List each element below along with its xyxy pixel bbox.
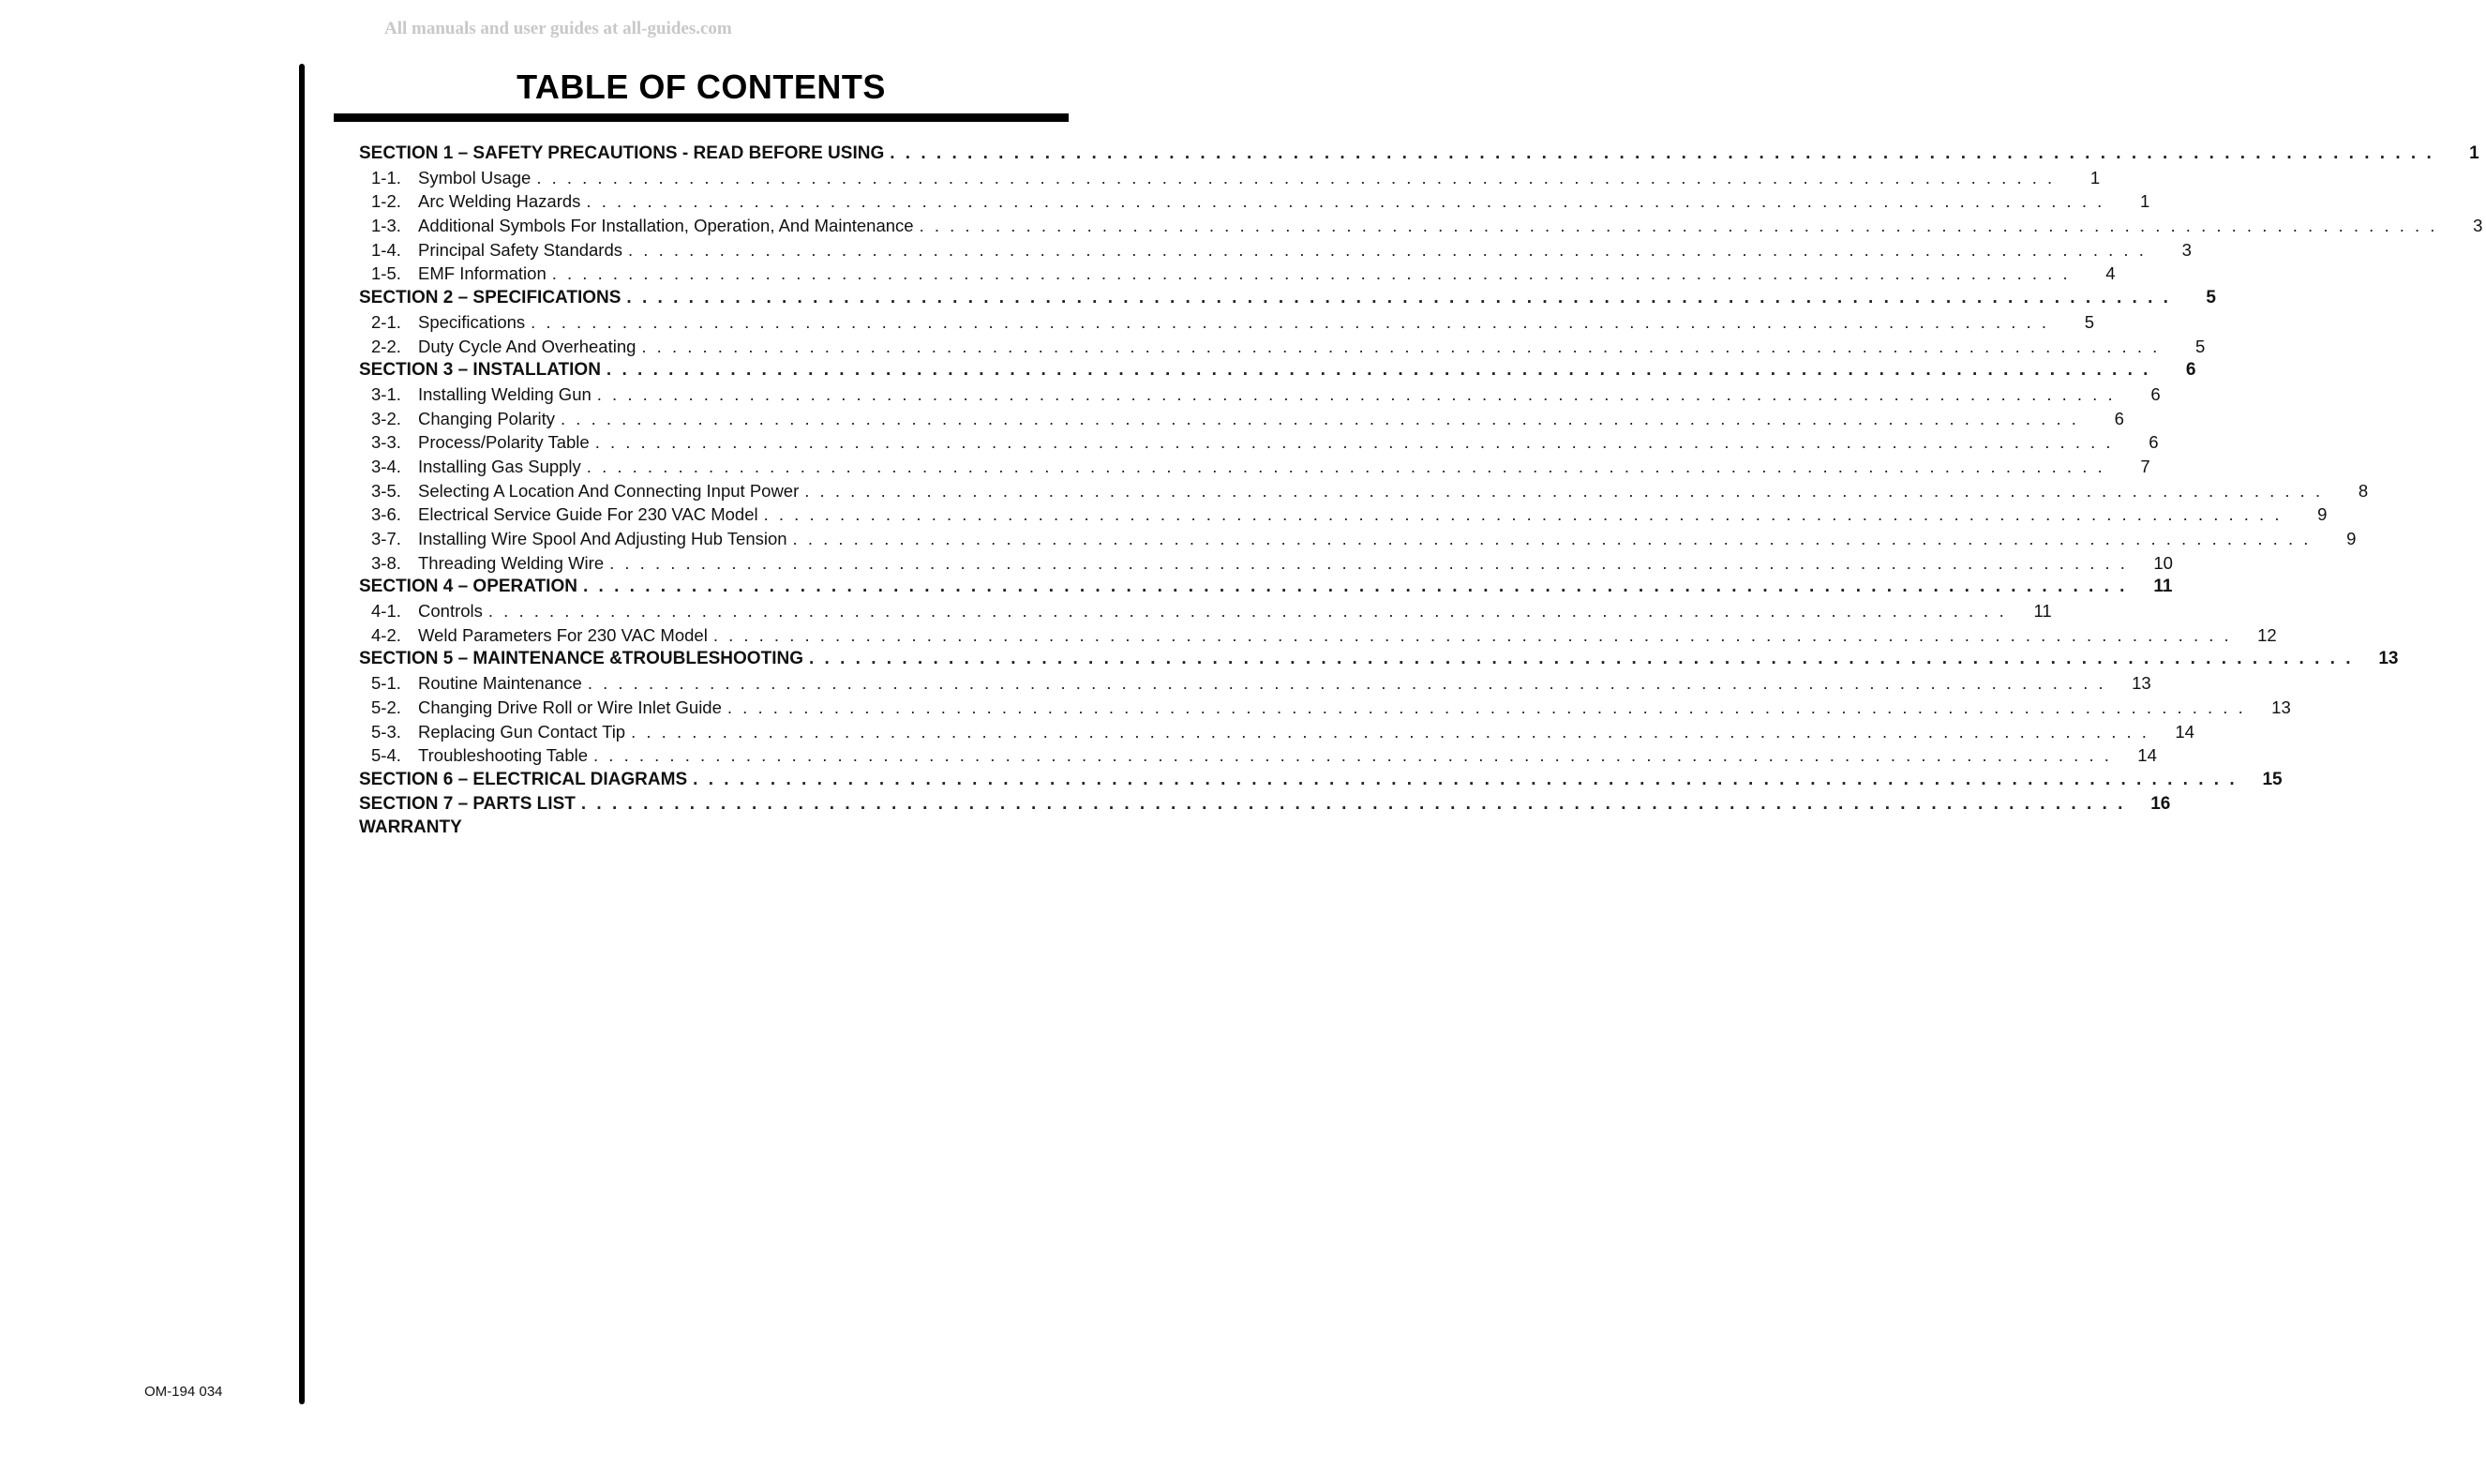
toc-page-number: 1 [2469,143,2479,163]
toc-page-number: 13 [2132,673,2151,694]
toc-entry-label: Principal Safety Standards [418,239,623,260]
toc-entry-number: 5-3. [371,721,401,742]
toc-subsection-row[interactable] [359,673,2151,697]
vertical-rule [299,64,305,1404]
toc-page-number: 14 [2137,745,2157,766]
toc-entry-number: 4-1. [371,601,401,622]
document-code: OM-194 034 [144,1384,223,1400]
toc-entry-number: 3-3. [371,432,401,453]
toc-dot-leader: . . . . . . . . . . . . . . . . . . . . . . . . . . . . . . . . . . . . . . . . . . . . . . . . . . . . . . . . . . . . . . . . . . . . . . . . . . . . . . . . . . . . . . . . . . . . . . . . . . . . [804,480,2324,501]
toc-entry-label: Routine Maintenance [418,673,582,694]
toc-entry-label: Installing Wire Spool And Adjusting Hub Tension [418,529,787,548]
toc-dot-leader: . . . . . . . . . . . . . . . . . . . . . . . . . . . . . . . . . . . . . . . . . . . . . . . . . . . . . . . . . . . . . . . . . . . . . . . . . . . . . . . . . . . . . . . . . . . . . . . . . . . . [792,529,2312,548]
toc-page-number: 11 [2153,577,2173,597]
toc-page-number: 6 [2185,360,2196,381]
toc-subsection-row[interactable] [359,480,2369,505]
toc-page-number: 3 [2181,239,2192,260]
toc-dot-leader: . . . . . . . . . . . . . . . . . . . . . . . . . . . . . . . . . . . . . . . . . . . . . . . . . . . . . . . . . . . . . . . . . . . . . . . . . . . . . . . . . . . . . . . . . . . . . . . . . . . . [596,383,2116,404]
toc-page-number: 9 [2346,529,2357,548]
toc-entry-label: Controls [418,601,483,622]
title-underline [334,113,1069,122]
toc-dot-leader: . . . . . . . . . . . . . . . . . . . . . . . . . . . . . . . . . . . . . . . . . . . . . . . . . . . . . . . . . . . . . . . . . . . . . . . . . . . . . . . . . . . . . . . . . . . . . . . . . . . . [593,745,2112,766]
toc-page-number: 14 [2175,721,2194,742]
toc-page-number: 15 [2262,769,2283,789]
toc-subsection-row[interactable] [359,432,2159,457]
toc-dot-leader: . . . . . . . . . . . . . . . . . . . . . . . . . . . . . . . . . . . . . . . . . . . . . . . . . . . . . . . . . . . . . . . . . . . . . . . . . . . . . . . . . . . . . . . . . . . . . . . . . . . . [626,288,2171,308]
toc-entry-number: 3-5. [371,480,401,501]
toc-entry-number: 1-4. [371,239,401,260]
toc-entry-label: Changing Drive Roll or Wire Inlet Guide [418,697,722,717]
toc-subsection-row[interactable] [359,745,2157,770]
toc-entry-label: Duty Cycle And Overheating [418,336,636,356]
toc-dot-leader: . . . . . . . . . . . . . . . . . . . . . . . . . . . . . . . . . . . . . . . . . . . . . . . . . . . . . . . . . . . . . . . . . . . . . . . . . . . . . . . . . . . . . . . . . . . . . . . . . . . . [919,216,2438,236]
toc-page-number: 11 [2033,601,2052,622]
toc-dot-leader: . . . . . . . . . . . . . . . . . . . . . . . . . . . . . . . . . . . . . . . . . . . . . . . . . . . . . . . . . . . . . . . . . . . . . . . . . . . . . . . . . . . . . . . . . . . . . . . . . . . . [693,769,2238,789]
toc-subsection-row[interactable] [359,721,2194,746]
toc-entry-label: SECTION 2 – SPECIFICATIONS [359,288,622,308]
toc-page-number: 13 [2378,649,2399,669]
toc-entry-label: SECTION 4 – OPERATION [359,577,577,597]
toc-section-row[interactable] [359,143,2479,168]
toc-entry-number: 3-4. [371,456,401,476]
toc-entry-label: Selecting A Location And Connecting Input Power [418,480,800,501]
toc-dot-leader: . . . . . . . . . . . . . . . . . . . . . . . . . . . . . . . . . . . . . . . . . . . . . . . . . . . . . . . . . . . . . . . . . . . . . . . . . . . . . . . . . . . . . . . . . . . . . . . . . . . . [628,239,2147,260]
toc-page-number: 12 [2257,624,2277,645]
toc-entry-label: Additional Symbols For Installation, Operation, And Maintenance [418,216,914,236]
watermark-text: All manuals and user guides at all-guides.com [384,19,732,38]
toc-page-number: 4 [2105,263,2116,284]
toc-dot-leader: . . . . . . . . . . . . . . . . . . . . . . . . . . . . . . . . . . . . . . . . . . . . . . . . . . . . . . . . . . . . . . . . . . . . . . . . . . . . . . . . . . . . . . . . . . . . . . . . . . . . [580,793,2126,814]
toc-page-number: 1 [2089,167,2101,187]
toc-entry-label: Process/Polarity Table [418,432,590,453]
toc-entry-number: 3-8. [371,552,401,573]
toc-dot-leader: . . . . . . . . . . . . . . . . . . . . . . . . . . . . . . . . . . . . . . . . . . . . . . . . . . . . . . . . . . . . . . . . . . . . . . . . . . . . . . . . . . . . . . . . . . . . . . . . . . . . [890,143,2434,163]
toc-dot-leader: . . . . . . . . . . . . . . . . . . . . . . . . . . . . . . . . . . . . . . . . . . . . . . . . . . . . . . . . . . . . . . . . . . . . . . . . . . . . . . . . . . . . . . . . . . . . . . . . . . . . [594,432,2114,453]
toc-dot-leader: . . . . . . . . . . . . . . . . . . . . . . . . . . . . . . . . . . . . . . . . . . . . . . . . . . . . . . . . . . . . . . . . . . . . . . . . . . . . . . . . . . . . . . . . . . . . . . . . . . . . [763,504,2283,525]
toc-entry-label: SECTION 7 – PARTS LIST [359,793,576,814]
toc-dot-leader: . . . . . . . . . . . . . . . . . . . . . . . . . . . . . . . . . . . . . . . . . . . . . . . . . . . . . . . . . . . . . . . . . . . . . . . . . . . . . . . . . . . . . . . . . . . . . . . . . . . . [561,408,2079,428]
toc-entry-number: 1-5. [371,263,401,284]
toc-dot-leader: . . . . . . . . . . . . . . . . . . . . . . . . . . . . . . . . . . . . . . . . . . . . . . . . . . . . . . . . . . . . . . . . . . . . . . . . . . . . . . . . . . . . . . . . . . . . . . . . . . . . [587,673,2106,694]
toc-page-number: 16 [2150,793,2171,814]
toc-entry-number: 1-2. [371,191,401,212]
toc-entry-label: EMF Information [418,263,547,284]
toc-page-number: 3 [2473,216,2483,236]
toc-section-row[interactable] [359,649,2399,673]
toc-entry-label: Arc Welding Hazards [418,191,581,212]
toc-dot-leader: . . . . . . . . . . . . . . . . . . . . . . . . . . . . . . . . . . . . . . . . . . . . . . . . . . . . . . . . . . . . . . . . . . . . . . . . . . . . . . . . . . . . . . . . . . . . . . . . . . . . [631,721,2149,742]
toc-entry-label: Replacing Gun Contact Tip [418,721,626,742]
toc-page-number: 8 [2358,480,2369,501]
toc-dot-leader: . . . . . . . . . . . . . . . . . . . . . . . . . . . . . . . . . . . . . . . . . . . . . . . . . . . . . . . . . . . . . . . . . . . . . . . . . . . . . . . . . . . . . . . . . . . . . . . . . . . . [551,263,2071,284]
toc-page-number: 6 [2149,432,2159,453]
toc-entry-label: Changing Polarity [418,408,556,428]
toc-entry-label: Specifications [418,311,526,332]
toc-page-number: 10 [2153,552,2173,573]
toc-subsection-row[interactable] [359,601,2052,625]
toc-subsection-row[interactable] [359,504,2328,529]
toc-dot-leader: . . . . . . . . . . . . . . . . . . . . . . . . . . . . . . . . . . . . . . . . . . . . . . . . . . . . . . . . . . . . . . . . . . . . . . . . . . . . . . . . . . . . . . . . . . . . . . . . . . . . [712,624,2232,645]
toc-dot-leader: . . . . . . . . . . . . . . . . . . . . . . . . . . . . . . . . . . . . . . . . . . . . . . . . . . . . . . . . . . . . . . . . . . . . . . . . . . . . . . . . . . . . . . . . . . . . . . . . . . . . [536,167,2056,187]
toc-subsection-row[interactable] [359,697,2291,722]
toc-section-row[interactable] [359,769,2283,794]
toc-section-row[interactable] [359,793,2171,818]
toc-subsection-row[interactable] [359,383,2161,409]
toc-dot-leader: . . . . . . . . . . . . . . . . . . . . . . . . . . . . . . . . . . . . . . . . . . . . . . . . . . . . . . . . . . . . . . . . . . . . . . . . . . . . . . . . . . . . . . . . . . . . . . . . . . . . [641,336,2161,356]
toc-entry-number: 1-1. [371,167,401,187]
toc-dot-leader: . . . . . . . . . . . . . . . . . . . . . . . . . . . . . . . . . . . . . . . . . . . . . . . . . . . . . . . . . . . . . . . . . . . . . . . . . . . . . . . . . . . . . . . . . . . . . . . . . . . . [609,552,2128,573]
toc-subsection-row[interactable] [359,336,2206,361]
toc-page-number: 5 [2194,336,2206,356]
toc-subsection-row[interactable] [359,239,2192,264]
toc-page-number: 13 [2271,697,2291,717]
toc-entry-number: 4-2. [371,624,401,645]
toc-page-number: 5 [2206,288,2216,308]
toc-subsection-row[interactable] [359,263,2116,288]
toc-entry-number: 5-2. [371,697,401,717]
toc-dot-leader: . . . . . . . . . . . . . . . . . . . . . . . . . . . . . . . . . . . . . . . . . . . . . . . . . . . . . . . . . . . . . . . . . . . . . . . . . . . . . . . . . . . . . . . . . . . . . . . . . . . . [586,191,2105,212]
toc-subsection-row[interactable] [359,624,2277,650]
toc-entry-label: SECTION 6 – ELECTRICAL DIAGRAMS [359,769,688,789]
toc-entry-number: 3-6. [371,504,401,525]
toc-entry-label: Installing Gas Supply [418,456,581,476]
toc-entry-number: 5-4. [371,745,401,766]
toc-entry-label: Electrical Service Guide For 230 VAC Model [418,504,758,525]
toc-subsection-row[interactable] [359,311,2094,337]
toc-subsection-row[interactable] [359,456,2150,481]
toc-entry-number: 3-7. [371,529,401,548]
toc-dot-leader: . . . . . . . . . . . . . . . . . . . . . . . . . . . . . . . . . . . . . . . . . . . . . . . . . . . . . . . . . . . . . . . . . . . . . . . . . . . . . . . . . . . . . . . . . . . . . . . . . . . . [582,577,2128,597]
toc-subsection-row[interactable] [359,191,2150,216]
toc-entry-label: Installing Welding Gun [418,383,592,404]
toc-dot-leader: . . . . . . . . . . . . . . . . . . . . . . . . . . . . . . . . . . . . . . . . . . . . . . . . . . . . . . . . . . . . . . . . . . . . . . . . . . . . . . . . . . . . . . . . . . . . . . . . . . . . [531,311,2049,332]
toc-entry-label: Weld Parameters For 230 VAC Model [418,624,708,645]
toc-page-number: 9 [2317,504,2328,525]
toc-entry-number: 2-1. [371,311,401,332]
toc-dot-leader: . . . . . . . . . . . . . . . . . . . . . . . . . . . . . . . . . . . . . . . . . . . . . . . . . . . . . . . . . . . . . . . . . . . . . . . . . . . . . . . . . . . . . . . . . . . . . . . . . . . . [606,360,2151,381]
toc-entry-label: Symbol Usage [418,167,532,187]
toc-dot-leader: . . . . . . . . . . . . . . . . . . . . . . . . . . . . . . . . . . . . . . . . . . . . . . . . . . . . . . . . . . . . . . . . . . . . . . . . . . . . . . . . . . . . . . . . . . . . . . . . . . . . [586,456,2105,476]
toc-section-row[interactable] [359,577,2173,601]
toc-entry-label: SECTION 3 – INSTALLATION [359,360,601,381]
toc-dot-leader: . . . . . . . . . . . . . . . . . . . . . . . . . . . . . . . . . . . . . . . . . . . . . . . . . . . . . . . . . . . . . . . . . . . . . . . . . . . . . . . . . . . . . . . . . . . . . . . . . . . . [726,697,2246,717]
toc-dot-leader: . . . . . . . . . . . . . . . . . . . . . . . . . . . . . . . . . . . . . . . . . . . . . . . . . . . . . . . . . . . . . . . . . . . . . . . . . . . . . . . . . . . . . . . . . . . . . . . . . . . . [808,649,2354,669]
page-title: TABLE OF CONTENTS [517,67,886,106]
toc-subsection-row[interactable] [359,529,2357,553]
toc-entry-number: 3-2. [371,408,401,428]
toc-page-number: 6 [2150,383,2161,404]
toc-page-number: 6 [2114,408,2124,428]
toc-page-number: 7 [2140,456,2150,476]
table-of-contents [359,143,2483,842]
toc-entry-label: SECTION 5 – MAINTENANCE &TROUBLESHOOTING [359,649,803,669]
toc-section-row[interactable] [359,817,1041,842]
toc-dot-leader: . . . . . . . . . . . . . . . . . . . . . . . . . . . . . . . . . . . . . . . . . . . . . . . . . . . . . . . . . . . . . . . . . . . . . . . . . . . . . . . . . . . . . . . . . . . . . . . . . . . . [487,601,2007,622]
toc-entry-label: WARRANTY [359,817,462,838]
toc-subsection-row[interactable] [359,552,2173,577]
toc-subsection-row[interactable] [359,408,2124,433]
toc-entry-number: 5-1. [371,673,401,694]
toc-subsection-row[interactable] [359,167,2101,192]
toc-page-number: 1 [2139,191,2150,212]
toc-entry-label: Threading Welding Wire [418,552,605,573]
toc-entry-label: SECTION 1 – SAFETY PRECAUTIONS - READ BEFORE USING [359,143,885,163]
toc-entry-number: 1-3. [371,216,401,236]
toc-section-row[interactable] [359,360,2196,384]
toc-subsection-row[interactable] [359,216,2483,240]
toc-entry-number: 2-2. [371,336,401,356]
toc-entry-number: 3-1. [371,383,401,404]
toc-entry-label: Troubleshooting Table [418,745,589,766]
toc-section-row[interactable] [359,288,2216,312]
toc-page-number: 5 [2084,311,2094,332]
